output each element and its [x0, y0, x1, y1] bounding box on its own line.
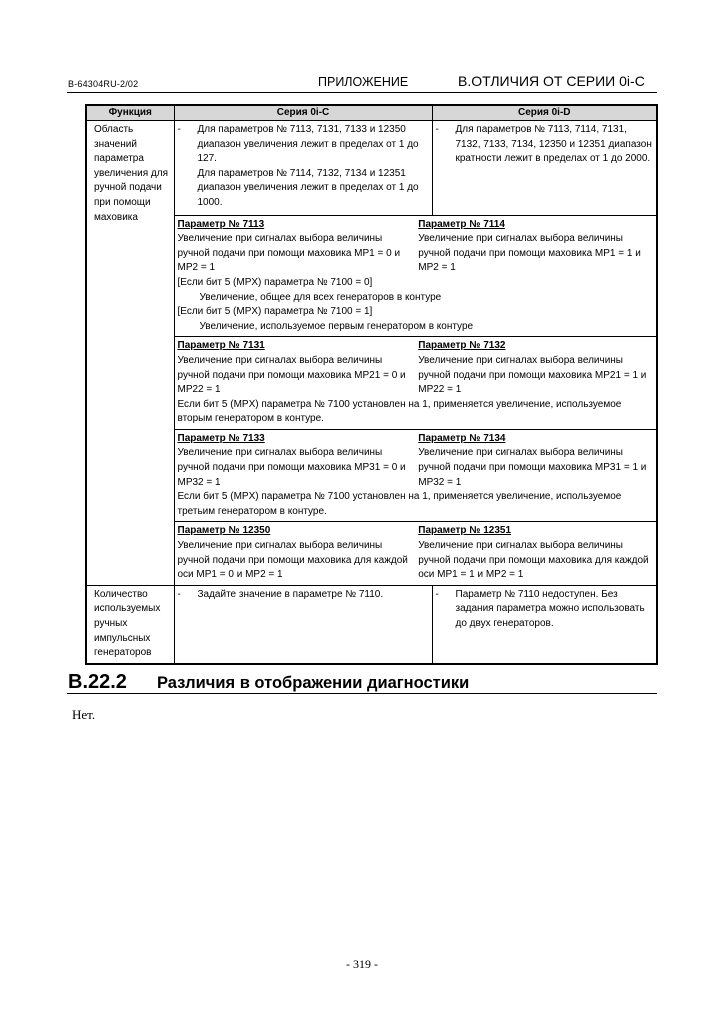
- section-body: Нет.: [72, 707, 96, 722]
- param-7131-7132-cell: Параметр № 7131 Увеличение при сигналах выбора величины ручной подачи при помощи маховика MP21 = 0 и MP22 = 1 Параметр № 7132 Увеличение при сигналах выбора величины ручной подачи при помощи маховика MP21 = 1 и MP22 = 1 Если бит 5 (MPX) параметра № 7100 установлен на 1, применяется увеличение, используемое вторым генератором в контуре.: [174, 337, 657, 430]
- param-title: Параметр № 7134: [418, 432, 506, 444]
- col-header-series-d: Серия 0i-D: [432, 105, 657, 121]
- param-7133-7134-cell: Параметр № 7133 Увеличение при сигналах выбора величины ручной подачи при помощи маховика MP31 = 0 и MP32 = 1 Параметр № 7134 Увеличение при сигналах выбора величины ручной подачи при помощи маховика MP31 = 1 и MP32 = 1 Если бит 5 (MPX) параметра № 7100 установлен на 1, применяется увеличение, используемое третьим генератором в контуре.: [174, 429, 657, 522]
- param-title: Параметр № 7131: [177, 340, 265, 352]
- c-range-text-1: Для параметров № 7113, 7131, 7133 и 12350 диапазон увеличения лежит в пределах от 1 до 127.: [197, 124, 419, 165]
- function-cell: Область значений параметра увеличения для ручной подачи при помощи маховика: [86, 121, 174, 586]
- param-title: Параметр № 12351: [418, 525, 512, 537]
- param-12350-12351-cell: Параметр № 12350 Увеличение при сигналах выбора величины ручной подачи при помощи маховика для каждой оси MP1 = 0 и MP2 = 1 Параметр № 12351 Увеличение при сигналах выбора величины ручной подачи при помощи маховика для каждой оси MP1 = 1 и MP2 = 1: [174, 522, 657, 585]
- table-row: [86, 121, 657, 216]
- series-d-cell: - Для параметров № 7113, 7114, 7131, 7132, 7133, 7134, 12350 и 12351 диапазон кратности лежит в пределах от 1 до 2000.: [432, 121, 657, 216]
- param-title: Параметр № 12350: [177, 525, 271, 537]
- section-rule: [67, 693, 657, 694]
- section-number: B.22.2: [68, 671, 127, 693]
- series-d-cell: - Параметр № 7110 недоступен. Без задания параметра можно использовать до двух генераторов.: [432, 585, 657, 663]
- page-number: - 319 -: [346, 957, 378, 971]
- series-c-cell: - Задайте значение в параметре № 7110.: [174, 585, 432, 663]
- series-c-cell: - Для параметров № 7113, 7131, 7133 и 12350 диапазон увеличения лежит в пределах от 1 до 127. Для параметров № 7114, 7132, 7134 и 12351 диапазон увеличения лежит в пределах от 1 до 1000.: [174, 121, 432, 216]
- header-rule: [67, 92, 657, 93]
- header-section: ПРИЛОЖЕНИЕ: [318, 75, 409, 89]
- doc-code: B-64304RU-2/02: [68, 79, 139, 89]
- table-header-row: [86, 105, 657, 121]
- d-range-text: Для параметров № 7113, 7114, 7131, 7132, 7133, 7134, 12350 и 12351 диапазон кратности лежит в пределах от 1 до 2000.: [455, 124, 652, 165]
- param-7113-7114-cell: Параметр № 7113 Увеличение при сигналах выбора величины ручной подачи при помощи маховика MP1 = 0 и MP2 = 1 Параметр № 7114 Увеличение при сигналах выбора величины ручной подачи при помощи маховика MP1 = 1 и MP2 = 1 [Если бит 5 (MPX) параметра № 7100 = 0] Увеличение, общее для всех генераторов в контуре [Если бит 5 (MPX) параметра № 7100 = 1] Увеличение, используемое первым генератором в контуре: [174, 215, 657, 337]
- function-cell: Количество используемых ручных импульсных генераторов: [86, 585, 174, 663]
- col-header-function: Функция: [86, 105, 174, 121]
- col-header-series-c: Серия 0i-C: [174, 105, 432, 121]
- param-title: Параметр № 7133: [177, 432, 265, 444]
- section-title: Различия в отображении диагностики: [157, 674, 470, 692]
- c-range-text-2: Для параметров № 7114, 7132, 7134 и 12351 диапазон увеличения лежит в пределах от 1 до 1000.: [197, 167, 419, 208]
- param-title: Параметр № 7114: [418, 218, 505, 230]
- differences-table: [85, 104, 658, 665]
- header-chapter: B.ОТЛИЧИЯ ОТ СЕРИИ 0i-C: [458, 73, 645, 89]
- table-row: [86, 585, 657, 663]
- param-title: Параметр № 7132: [418, 340, 506, 352]
- param-title: Параметр № 7113: [177, 218, 265, 230]
